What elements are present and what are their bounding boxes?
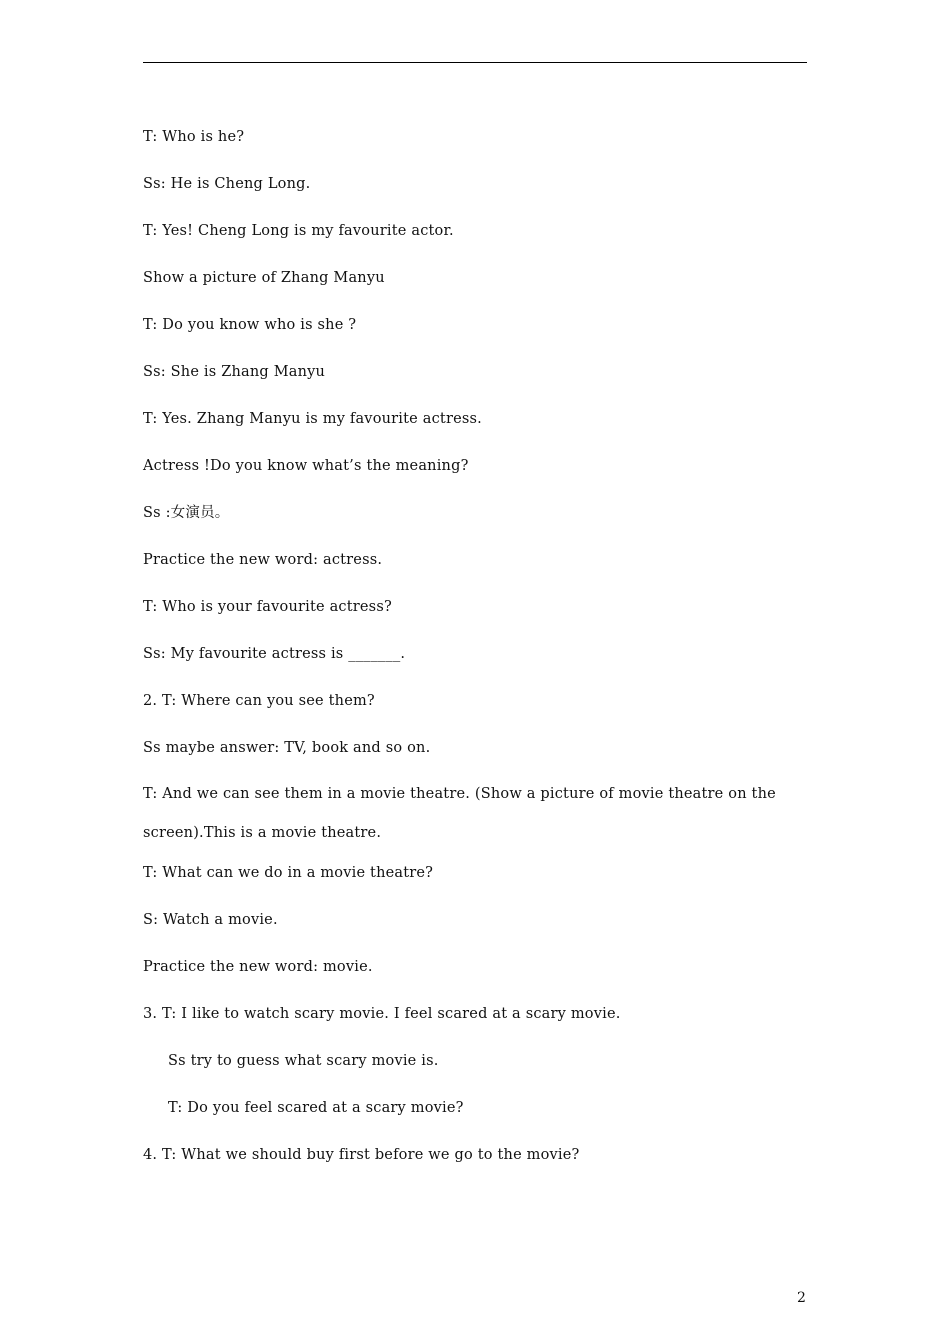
text-line: Ss: He is Cheng Long. [143,176,311,192]
header-rule [143,62,807,63]
text-line: Ss maybe answer: TV, book and so on. [143,740,431,756]
text-line: T: Who is your favourite actress? [143,599,392,615]
text-line: T: Yes. Zhang Manyu is my favourite actress. [143,411,482,427]
text-line: Ss try to guess what scary movie is. [168,1053,439,1069]
text-line: T: Yes! Cheng Long is my favourite actor. [143,223,454,239]
page-number: 2 [797,1290,806,1306]
text-line: 4. T: What we should buy first before we go to the movie? [143,1147,580,1163]
text-line: Practice the new word: movie. [143,959,373,975]
text-line: Ss: She is Zhang Manyu [143,364,326,380]
text-line: T: Do you know who is she ? [143,317,357,333]
text-line: 3. T: I like to watch scary movie. I feel scared at a scary movie. [143,1006,621,1022]
text-line: Actress !Do you know what’s the meaning? [143,458,469,474]
text-line: Ss: My favourite actress is _______. [143,646,406,662]
text-line: S: Watch a movie. [143,912,278,928]
text-line: 2. T: Where can you see them? [143,693,375,709]
text-paragraph: T: And we can see them in a movie theatre. (Show a picture of movie theatre on the screen).This is a movie theatre. [143,786,776,841]
text-line: T: Who is he? [143,129,245,145]
text-line: T: What can we do in a movie theatre? [143,865,434,881]
text-line: Show a picture of Zhang Manyu [143,270,385,286]
text-line: T: Do you feel scared at a scary movie? [168,1100,464,1116]
text-line: Practice the new word: actress. [143,552,383,568]
document-body [143,125,807,1190]
text-line: Ss :女演员。 [143,505,230,521]
